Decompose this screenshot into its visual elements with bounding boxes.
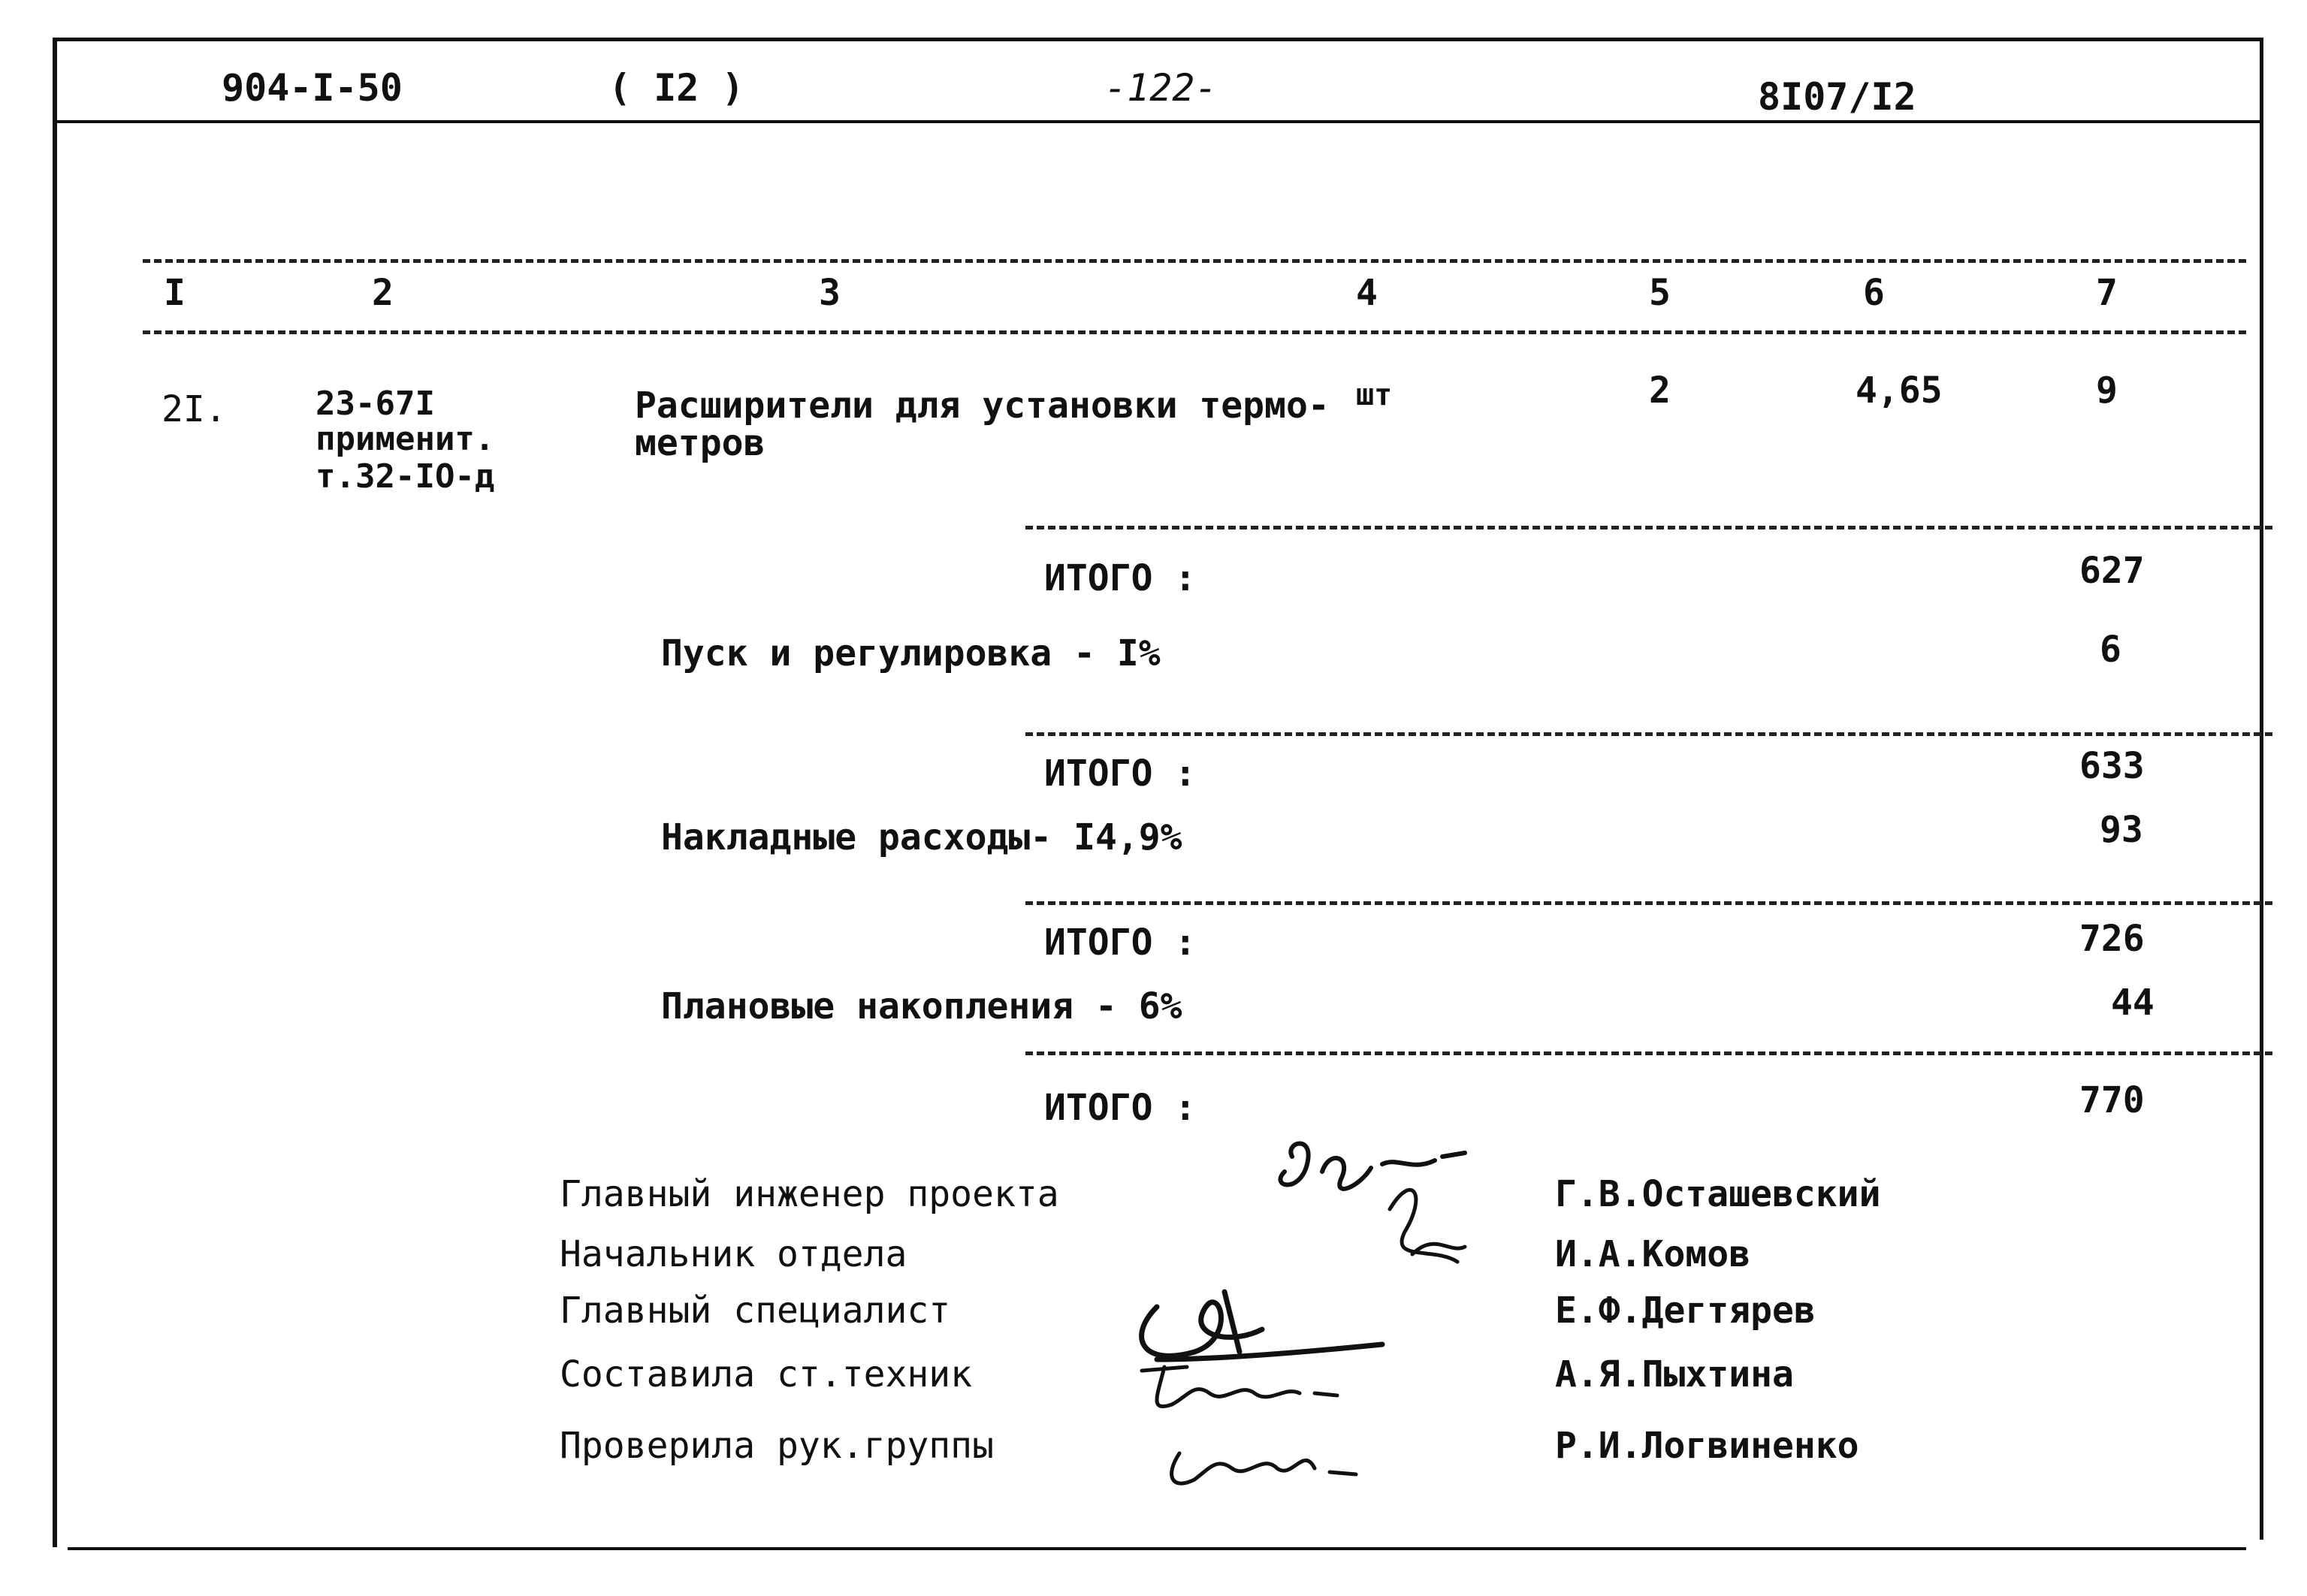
column-number: 2 xyxy=(372,272,394,314)
handwritten-signature-technician xyxy=(1127,1352,1352,1420)
summary-rule xyxy=(1025,1051,2272,1055)
summary-label-item: Пуск и регулировка - I% xyxy=(661,632,1161,674)
signature-name: Е.Ф.Дегтярев xyxy=(1555,1290,1816,1332)
frame-left-line xyxy=(53,38,57,1547)
signature-role: Главный специалист xyxy=(560,1290,951,1332)
row-description-line: метров xyxy=(635,422,765,464)
frame-right-line xyxy=(2260,38,2263,1540)
summary-value: 93 xyxy=(2100,809,2143,851)
summary-rule xyxy=(1025,732,2272,736)
column-number: I xyxy=(164,272,186,314)
row-price: 4,65 xyxy=(1856,370,1943,412)
handwritten-signature-group-head xyxy=(1157,1416,1367,1498)
column-number: 5 xyxy=(1649,272,1671,314)
summary-value: 6 xyxy=(2100,629,2121,671)
row-code-line: 23-67I xyxy=(316,385,435,423)
signature-name: А.Я.Пыхтина xyxy=(1555,1353,1794,1395)
summary-label-total: ИТОГО : xyxy=(1044,557,1197,599)
signature-role: Составила ст.техник xyxy=(560,1353,973,1395)
header-album: ( I2 ) xyxy=(608,66,744,110)
header-page: -122- xyxy=(1104,66,1218,110)
row-code-line: применит. xyxy=(316,420,495,458)
summary-label-total: ИТОГО : xyxy=(1044,922,1197,964)
row-number: 2I. xyxy=(162,388,227,430)
signature-name: Г.В.Осташевский xyxy=(1555,1173,1881,1215)
column-number: 4 xyxy=(1356,272,1378,314)
summary-value: 44 xyxy=(2111,982,2155,1024)
header-doc-number: 8I07/I2 xyxy=(1758,75,1916,119)
signature-role: Начальник отдела xyxy=(560,1233,907,1275)
column-number: 6 xyxy=(1863,272,1885,314)
summary-label-total: ИТОГО : xyxy=(1044,753,1197,795)
summary-rule xyxy=(1025,526,2272,529)
summary-value: 633 xyxy=(2079,745,2145,787)
summary-value: 726 xyxy=(2079,918,2145,960)
column-number: 3 xyxy=(819,272,841,314)
header-divider xyxy=(53,120,2263,123)
summary-value: 627 xyxy=(2079,550,2145,592)
signature-name: Р.И.Логвиненко xyxy=(1555,1425,1859,1467)
row-unit: шт xyxy=(1356,378,1393,412)
row-description-line: Расширители для установки термо- xyxy=(635,385,1330,427)
frame-top-line xyxy=(53,38,2263,41)
summary-label-total: ИТОГО : xyxy=(1044,1087,1197,1129)
summary-label-item: Плановые накопления - 6% xyxy=(661,985,1182,1027)
column-header-top-rule xyxy=(143,259,2246,263)
header-code: 904-I-50 xyxy=(222,66,403,110)
summary-label-item: Накладные расходы- I4,9% xyxy=(661,816,1182,858)
row-code-line: т.32-IO-д xyxy=(316,457,495,496)
frame-bottom-line xyxy=(68,1547,2246,1550)
signature-role: Главный инженер проекта xyxy=(560,1173,1059,1215)
signature-name: И.А.Комов xyxy=(1555,1233,1751,1275)
column-header-bottom-rule xyxy=(143,330,2246,334)
row-quantity: 2 xyxy=(1649,370,1671,412)
row-total: 9 xyxy=(2096,370,2118,412)
column-number: 7 xyxy=(2096,272,2118,314)
signature-role: Проверила рук.группы xyxy=(560,1425,994,1467)
summary-value: 770 xyxy=(2079,1079,2145,1121)
summary-rule xyxy=(1025,901,2272,905)
